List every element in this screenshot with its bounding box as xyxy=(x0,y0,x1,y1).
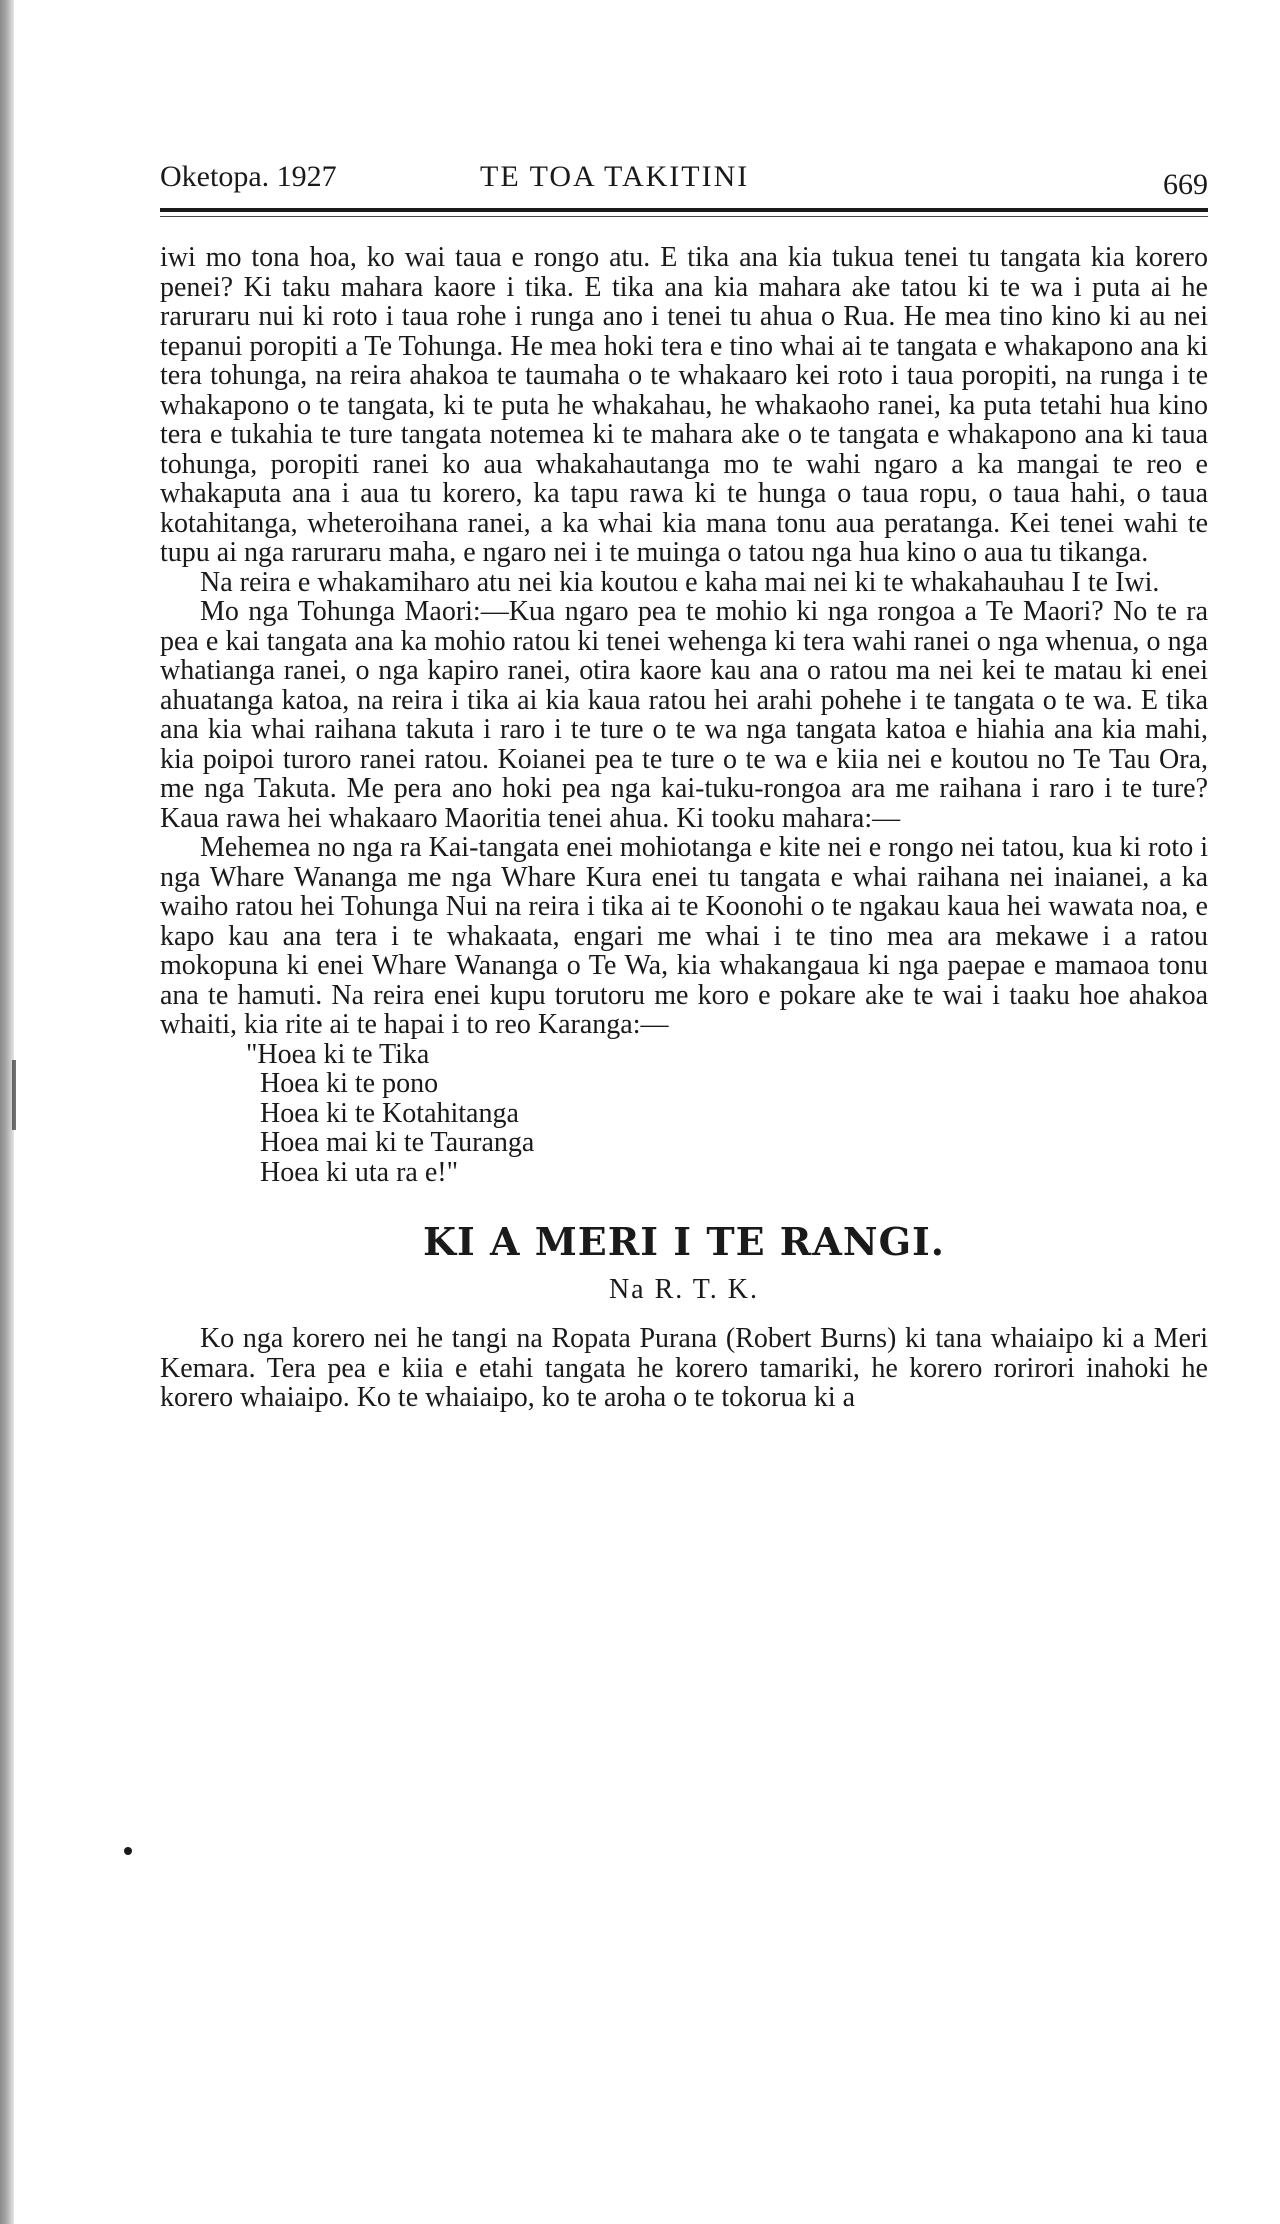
poem-line: "Hoea ki te Tika xyxy=(246,1038,430,1070)
header-month: Oketopa. 1927 xyxy=(160,160,337,193)
article-body xyxy=(160,1324,1208,1413)
bullet-mark xyxy=(124,1847,132,1855)
body-text xyxy=(160,243,1208,1040)
header-rule xyxy=(160,208,1208,212)
header-title: TE TOA TAKITINI xyxy=(480,160,750,193)
paragraph: Mo nga Tohunga Maori:—Kua ngaro pea te mohio ki nga rongoa a Te Maori? No te ra pea e kai tangata ana ka mohio ratou ki tenei wehenga ki tera wahi ranei o nga whenua, o nga whatianga ranei, o nga kapiro ranei, otira kaore kau ana o ratou ma nei kei te matau ki enei ahuatanga katoa, na reira i tika ai kia kaua ratou hei arahi pohehe i te tangata o te wa. E tika ana kia whai raihana takuta i raro i te ture o te wa nga tangata katoa e hiahia ana kia mahi, kia poipoi turoro ranei ratou. Koianei pea te ture o te wa e kiia nei e koutou no Te Tau Ora, me nga Takuta. Me pera ano hoki pea nga kai-tuku-rongoa ara me raihana i raro i te ture? Kaua rawa hei whakaaro Maoritia tenei ahua. Ki tooku mahara:— xyxy=(160,596,1208,834)
paragraph: Mehemea no nga ra Kai-tangata enei mohiotanga e kite nei e rongo nei tatou, kua ki roto i nga Whare Wananga me nga Whare Kura enei tu tangata e whai raihana nei inaianei, a ka waiho ratou hei Tohunga Nui na reira i tika ai te Koonohi o te ngakau kaua hei wawata noa, e kapo kau ana tera i te whakaata, engari me whai i te tino mea ara mekawe i a ratou mokopuna ki enei Whare Wananga o Te Wa, kia whakangaua ki nga paepae e mamaoa tonu ana te hamuti. Na reira enei kupu torutoru me koro e pokare ake te wai i taaku hoe ahakoa whaiti, kia rite ai te hapai i to reo Karanga:— xyxy=(160,832,1208,1040)
poem-line: Hoea ki te pono xyxy=(260,1068,439,1099)
article-byline: Na R. T. K. xyxy=(608,1274,760,1305)
paragraph: Na reira e whakamiharo atu nei kia koutou e kaha mai nei ki te whakahauhau I te Iwi. xyxy=(200,566,1160,598)
page xyxy=(160,160,1208,1413)
poem-line: Hoea mai ki te Tauranga xyxy=(260,1127,535,1158)
page-number: 669 xyxy=(1163,168,1208,201)
scan-edge-mark xyxy=(12,1060,16,1130)
article-heading: KI A MERI I TE RANGI. xyxy=(422,1219,946,1264)
paragraph: Ko nga korero nei he tangi na Ropata Purana (Robert Burns) ki tana whaiaipo ki a Meri Kemara. Tera pea e kiia e etahi tangata he korero tamariki, he korero rorirori inahoki he korero whaiaipo. Ko te whaiaipo, ko te aroha o te tokorua ki a xyxy=(160,1323,1208,1413)
poem-line: Hoea ki te Kotahitanga xyxy=(260,1097,519,1129)
paragraph: iwi mo tona hoa, ko wai taua e rongo atu. E tika ana kia tukua tenei tu tangata kia korero penei? Ki taku mahara kaore i tika. E tika ana kia mahara ake tatou ki te wa i puta ai he raruraru nui ki roto i taua rohe i runga ano i tenei tu ahua o Rua. He mea tino kino ki au nei tepanui poropiti a Te Tohunga. He mea hoki tera e tino whai ai te tangata e whakapono ana ki tera tohunga, na reira ahakoa te taumaha o te whakaaro kei roto i taua poropiti, na runga i te whakapono o te tangata, ki te puta he whakahau, he whakaoho ranei, ka puta tetahi hua kino tera e tukahia te ture tangata notemea ki te mahara ake o te tangata e whakapono ana ki taua tohunga, poropiti ranei ko aua whakahautanga mo te wahi ngaro a ka mangai te reo e whakaputa ana i aua tu korero, ka tapu rawa ki te hunga o taua ropu, o taua hahi, o taua kotahitanga, wheteroihana ranei, a ka whai kia mana tonu aua peratanga. Kei tenei wahi te tupu ai nga raruraru maha, e ngaro nei i te muinga o tatou nga hua kino o aua tu tikanga. xyxy=(160,242,1208,568)
header-rule-thin xyxy=(160,216,1208,217)
page-header xyxy=(160,160,1208,206)
poem xyxy=(246,1040,1208,1188)
poem-line: Hoea ki uta ra e!" xyxy=(260,1156,458,1188)
